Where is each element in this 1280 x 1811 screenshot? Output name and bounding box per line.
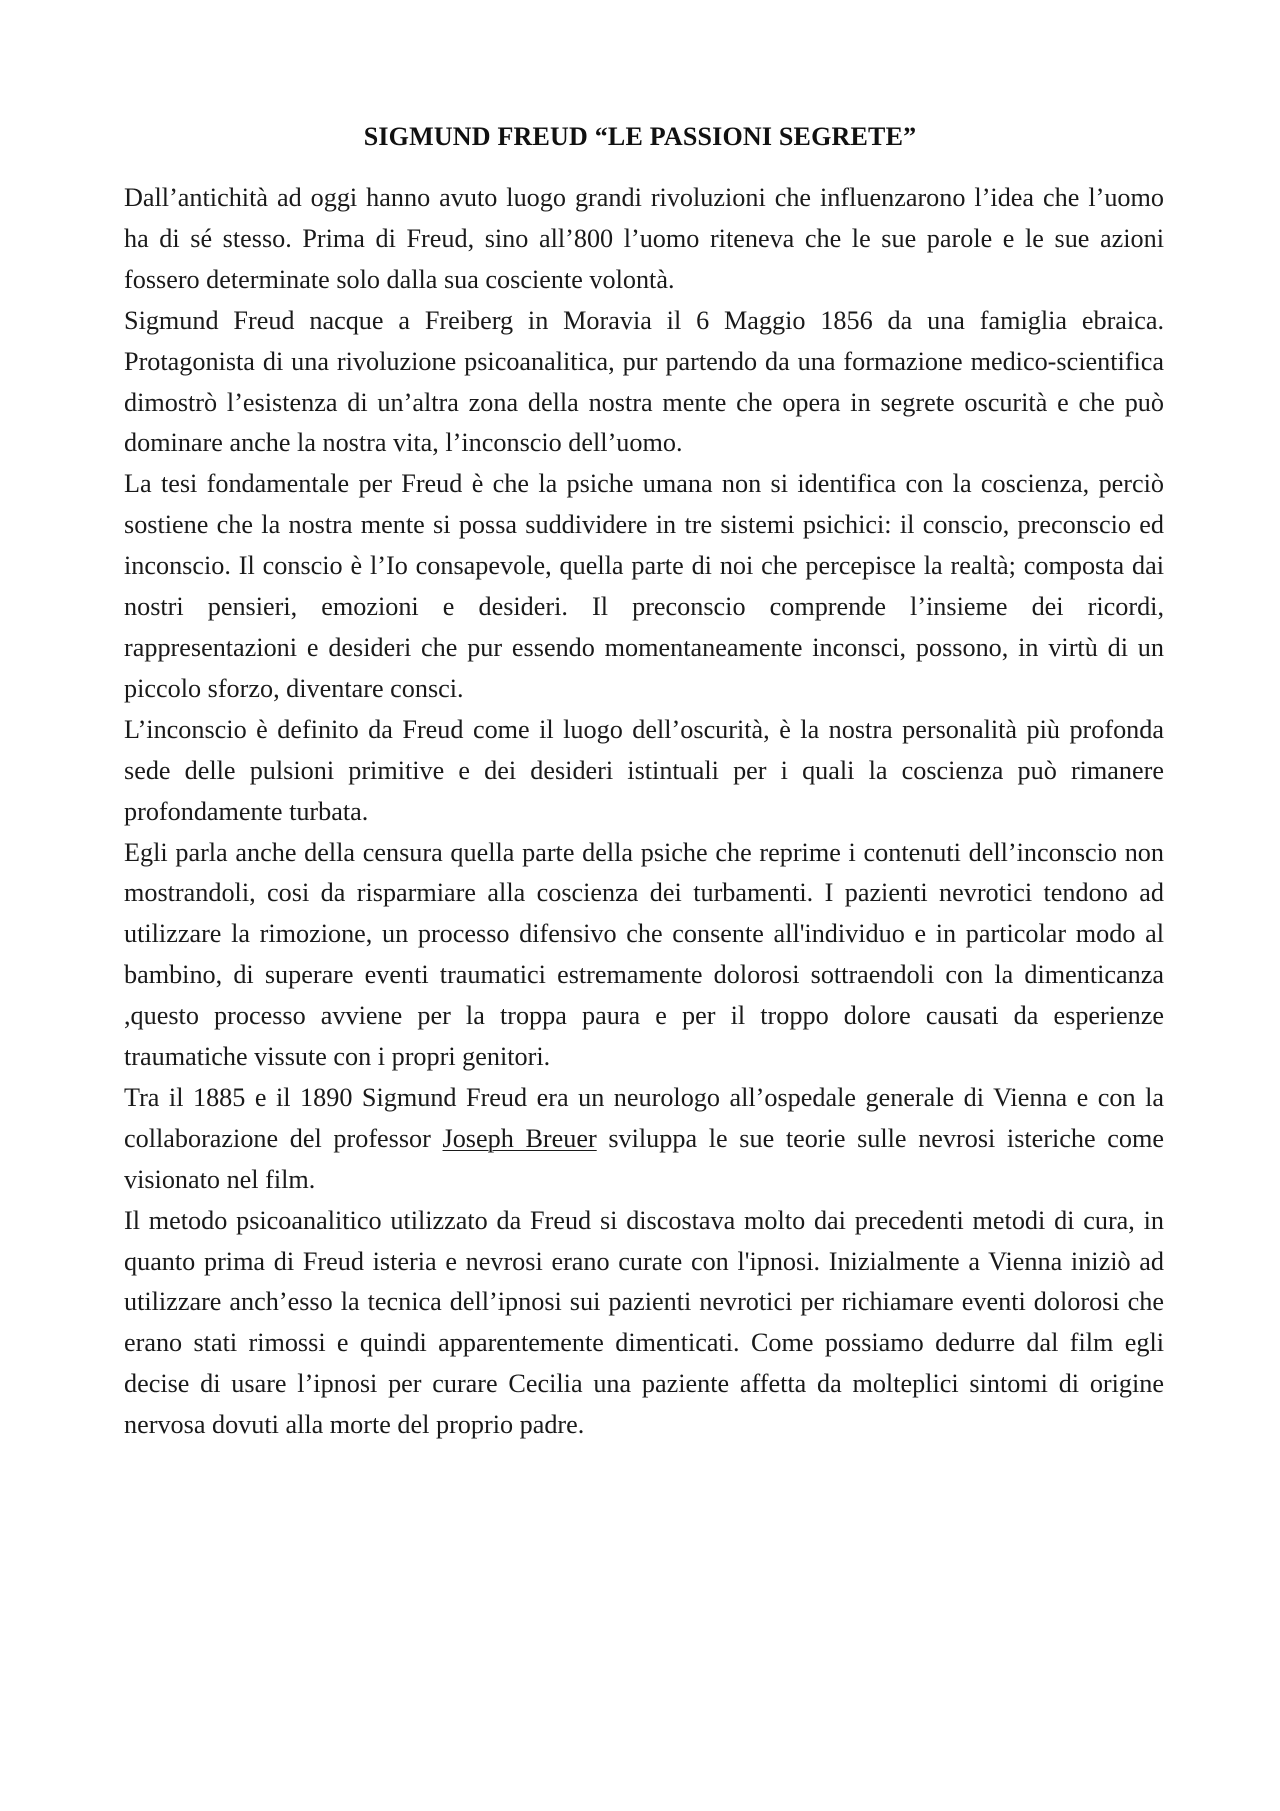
- paragraph-unconscious: L’inconscio è definito da Freud come il luogo dell’oscurità, è la nostra personalità più profonda sede delle pulsioni primitive e dei desideri istintuali per i quali la coscienza può rimanere profondamente turbata.: [124, 714, 1164, 826]
- paragraph-intro: Dall’antichità ad oggi hanno avuto luogo grandi rivoluzioni che influenzarono l’idea che l’uomo ha di sé stesso. Prima di Freud, sino all’800 l’uomo riteneva che le sue parole e le sue azioni fossero determinate solo dalla sua cosciente volontà.: [124, 183, 1164, 294]
- paragraph-censorship: Egli parla anche della censura quella parte della psiche che reprime i contenuti dell’inconscio non mostrandoli, cosi da risparmiare alla coscienza dei turbamenti. I pazienti nevrotici tendono ad utilizzare la rimozione, un processo difensivo che consente all'individuo e in particolar modo al bambino, di superare eventi traumatici estremamente dolorosi sottraendoli con la dimenticanza ,questo processo avviene per la troppa paura e per il troppo dolore causati da esperienze traumatiche vissute con i propri genitori.: [124, 837, 1164, 1072]
- page-title: SIGMUND FREUD “LE PASSIONI SEGRETE”: [363, 122, 917, 151]
- paragraph-breuer-text-start: Tra il 1885 e il 1890 Sigmund Freud era un neurologo all’ospedale generale di Vienna e con la collaborazione del professor: [124, 1082, 1164, 1153]
- paragraph-hypnosis: Il metodo psicoanalitico utilizzato da Freud si discostava molto dai precedenti metodi di cura, in quanto prima di Freud isteria e nevrosi erano curate con l'ipnosi. Inizialmente a Vienna iniziò ad utilizzare anch’esso la tecnica dell’ipnosi sui pazienti nevrotici per richiamare eventi dolorosi che erano stati rimossi e quindi apparentemente dimenticati. Come possiamo dedurre dal film egli decise di usare l’ipnosi per curare Cecilia una paziente affetta da molteplici sintomi di origine nervosa dovuti alla morte del proprio padre.: [124, 1205, 1164, 1440]
- paragraph-biography: Sigmund Freud nacque a Freiberg in Moravia il 6 Maggio 1856 da una famiglia ebraica. Protagonista di una rivoluzione psicoanalitica, pur partendo da una formazione medico-scientifica dimostrò l’esistenza di un’altra zona della nostra mente che opera in segrete oscurità e che può dominare anche la nostra vita, l’inconscio dell’uomo.: [124, 305, 1164, 458]
- paragraph-breuer: [124, 1078, 1164, 1201]
- joseph-breuer-link[interactable]: Joseph Breuer: [442, 1123, 597, 1153]
- paragraph-breuer-text-end: sviluppa le sue teorie sulle nevrosi isteriche come visionato nel film.: [124, 1123, 1164, 1194]
- paragraph-psychic-systems: La tesi fondamentale per Freud è che la psiche umana non si identifica con la coscienza, perciò sostiene che la nostra mente si possa suddividere in tre sistemi psichici: il conscio, preconscio ed inconscio. Il conscio è l’Io consapevole, quella parte di noi che percepisce la realtà; composta dai nostri pensieri, emozioni e desideri. Il preconscio comprende l’insieme dei ricordi, rappresentazioni e desideri che pur essendo momentaneamente inconsci, possono, in virtù di un piccolo sforzo, diventare consci.: [124, 469, 1164, 703]
- document-body: [124, 178, 1164, 1446]
